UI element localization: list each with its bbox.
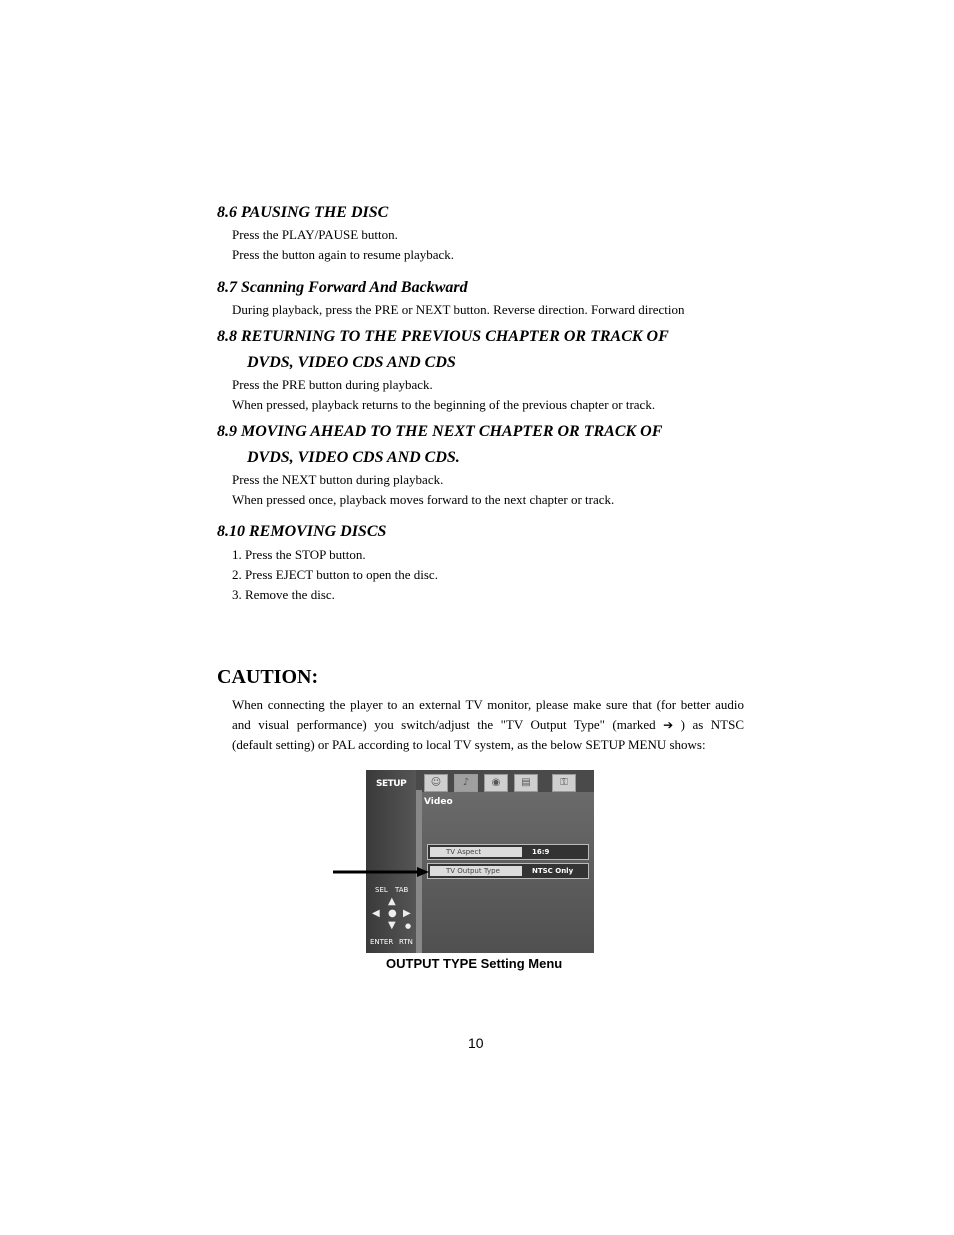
menu-tabs <box>422 772 594 792</box>
page-number: 10 <box>468 1035 484 1051</box>
center-icon: ● <box>388 908 397 919</box>
text-line: Press the PLAY/PAUSE button. <box>232 227 398 242</box>
text-line: Press the PRE button during playback. <box>232 377 433 392</box>
heading-8-9: 8.9 MOVING AHEAD TO THE NEXT CHAPTER OR TRACK OF <box>217 423 663 440</box>
caution-title: CAUTION: <box>217 666 319 688</box>
menu-row-tv-aspect: TV Aspect 16:9 <box>427 844 589 860</box>
arrow-down-icon: ▼ <box>388 920 396 931</box>
menu-row-tv-output-type: TV Output Type NTSC Only <box>427 863 589 879</box>
video-tab-icon: ◉ <box>484 774 508 792</box>
list-item: 3. Remove the disc. <box>232 587 335 602</box>
figure-caption: OUTPUT TYPE Setting Menu <box>386 956 563 971</box>
list-item: 2. Press EJECT button to open the disc. <box>232 567 438 582</box>
text-line: When pressed once, playback moves forward to the next chapter or track. <box>232 492 615 507</box>
caution-paragraph <box>232 695 744 755</box>
heading-8-7: 8.7 Scanning Forward And Backward <box>217 279 468 296</box>
caution-line: (default setting) or PAL according to local TV system, as the below SETUP MENU shows: <box>232 737 706 752</box>
arrow-left-icon: ◀ <box>372 908 380 919</box>
audio-tab-icon: ♪ <box>454 774 478 792</box>
setup-menu-screenshot: SETUP ☺ ♪ ◉ ▤ ⚿ Video TV Aspect 16:9 TV Output Type NTSC Only SEL TAB ▲ ◀ ● ▶ ▼ ● ENTER RTN <box>366 770 594 953</box>
heading-8-8-cont: DVDS, VIDEO CDS AND CDS <box>247 354 456 371</box>
caution-line: When connecting the player to an external TV monitor, please make sure that (for better audio <box>232 697 744 712</box>
password-tab-icon: ⚿ <box>552 774 576 792</box>
list-item: 1. Press the STOP button. <box>232 547 366 562</box>
arrow-icon: ➔ <box>663 718 674 732</box>
caution-line: and visual performance) you switch/adjust the "TV Output Type" (marked ➔ ) as NTSC <box>232 717 744 732</box>
heading-8-8: 8.8 RETURNING TO THE PREVIOUS CHAPTER OR TRACK OF <box>217 328 669 345</box>
return-dot-icon: ● <box>405 922 412 930</box>
text-line: Press the NEXT button during playback. <box>232 472 444 487</box>
arrow-up-icon: ▲ <box>388 896 396 907</box>
heading-8-9-cont: DVDS, VIDEO CDS AND CDS. <box>247 449 460 466</box>
text-line: During playback, press the PRE or NEXT button. Reverse direction. Forward direction <box>232 302 685 317</box>
preference-tab-icon: ▤ <box>514 774 538 792</box>
arrow-right-icon: ▶ <box>403 908 411 919</box>
text-line: Press the button again to resume playback. <box>232 247 455 262</box>
general-tab-icon: ☺ <box>424 774 448 792</box>
pointer-arrow-icon <box>333 866 429 878</box>
setup-label: SETUP <box>376 779 407 789</box>
text-line: When pressed, playback returns to the beginning of the previous chapter or track. <box>232 397 656 412</box>
heading-8-10: 8.10 REMOVING DISCS <box>217 523 387 540</box>
heading-8-6: 8.6 PAUSING THE DISC <box>217 204 389 221</box>
video-title: Video <box>424 797 453 807</box>
